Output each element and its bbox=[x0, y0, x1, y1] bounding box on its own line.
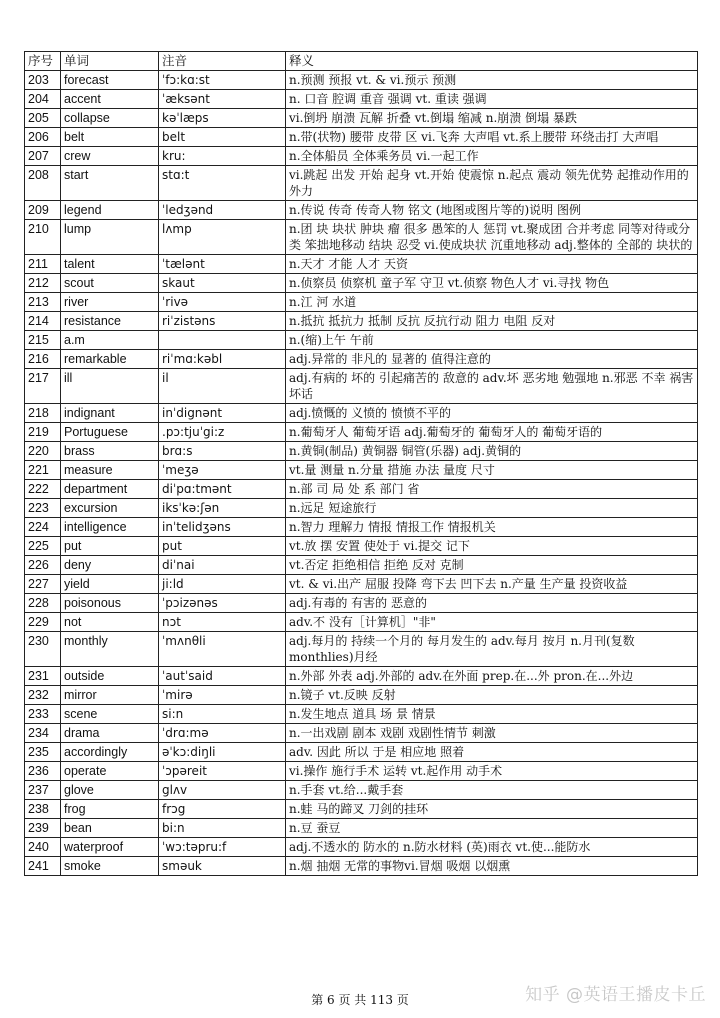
row-phonetic: ˈmeʒə bbox=[159, 461, 286, 480]
table-row bbox=[25, 594, 698, 613]
row-definition: n.烟 抽烟 无常的事物vi.冒烟 吸烟 以烟熏 bbox=[286, 857, 698, 876]
row-definition: n.手套 vt.给...戴手套 bbox=[286, 781, 698, 800]
table-row bbox=[25, 724, 698, 743]
table-row bbox=[25, 461, 698, 480]
row-definition: vt.否定 拒绝相信 拒绝 反对 克制 bbox=[286, 556, 698, 575]
row-number: 230 bbox=[25, 632, 61, 667]
table-body bbox=[25, 71, 698, 876]
row-word: legend bbox=[61, 201, 159, 220]
row-word: waterproof bbox=[61, 838, 159, 857]
row-definition: adv.不 没有［计算机］"非" bbox=[286, 613, 698, 632]
row-word: lump bbox=[61, 220, 159, 255]
row-definition: n.全体船员 全体乘务员 vi.一起工作 bbox=[286, 147, 698, 166]
row-word: scout bbox=[61, 274, 159, 293]
row-number: 232 bbox=[25, 686, 61, 705]
row-number: 229 bbox=[25, 613, 61, 632]
row-word: yield bbox=[61, 575, 159, 594]
table-row bbox=[25, 312, 698, 331]
row-definition: n.发生地点 道具 场 景 情景 bbox=[286, 705, 698, 724]
row-phonetic: iksˈkə:ʃən bbox=[159, 499, 286, 518]
row-phonetic: ˈledʒənd bbox=[159, 201, 286, 220]
row-definition: n.一出戏剧 剧本 戏剧 戏剧性情节 刺激 bbox=[286, 724, 698, 743]
table-row bbox=[25, 293, 698, 312]
row-phonetic: kəˈlæps bbox=[159, 109, 286, 128]
table-row bbox=[25, 686, 698, 705]
table-row bbox=[25, 442, 698, 461]
row-definition: n.抵抗 抵抗力 抵制 反抗 反抗行动 阻力 电阻 反对 bbox=[286, 312, 698, 331]
row-word: department bbox=[61, 480, 159, 499]
row-number: 219 bbox=[25, 423, 61, 442]
row-phonetic: inˈdignənt bbox=[159, 404, 286, 423]
row-word: indignant bbox=[61, 404, 159, 423]
row-phonetic: belt bbox=[159, 128, 286, 147]
row-word: resistance bbox=[61, 312, 159, 331]
table-row bbox=[25, 128, 698, 147]
vocabulary-table bbox=[24, 51, 698, 876]
row-number: 213 bbox=[25, 293, 61, 312]
table-row bbox=[25, 762, 698, 781]
table-row bbox=[25, 255, 698, 274]
row-number: 236 bbox=[25, 762, 61, 781]
row-number: 220 bbox=[25, 442, 61, 461]
row-number: 204 bbox=[25, 90, 61, 109]
row-word: river bbox=[61, 293, 159, 312]
row-definition: vi.跳起 出发 开始 起身 vt.开始 使震惊 n.起点 震动 领先优势 起推动作用的外力 bbox=[286, 166, 698, 201]
header-num: 序号 bbox=[25, 52, 61, 71]
row-word: frog bbox=[61, 800, 159, 819]
row-phonetic: diˈpɑ:tmənt bbox=[159, 480, 286, 499]
row-phonetic: ˈæksənt bbox=[159, 90, 286, 109]
row-number: 227 bbox=[25, 575, 61, 594]
row-number: 231 bbox=[25, 667, 61, 686]
watermark: 知乎 @英语王播皮卡丘 bbox=[525, 985, 706, 1005]
row-word: ill bbox=[61, 369, 159, 404]
table-row bbox=[25, 331, 698, 350]
table-row bbox=[25, 499, 698, 518]
row-phonetic: lʌmp bbox=[159, 220, 286, 255]
header-meaning: 释义 bbox=[286, 52, 698, 71]
row-number: 211 bbox=[25, 255, 61, 274]
row-word: brass bbox=[61, 442, 159, 461]
table-row bbox=[25, 71, 698, 90]
row-phonetic bbox=[159, 331, 286, 350]
row-definition: vi.倒坍 崩溃 瓦解 折叠 vt.倒塌 缩减 n.崩溃 倒塌 暴跌 bbox=[286, 109, 698, 128]
row-definition: n.传说 传奇 传奇人物 铭文 (地图或图片等的)说明 图例 bbox=[286, 201, 698, 220]
row-definition: adv. 因此 所以 于是 相应地 照着 bbox=[286, 743, 698, 762]
row-phonetic: inˈtelidʒəns bbox=[159, 518, 286, 537]
table-row bbox=[25, 632, 698, 667]
row-number: 209 bbox=[25, 201, 61, 220]
row-number: 205 bbox=[25, 109, 61, 128]
row-number: 222 bbox=[25, 480, 61, 499]
table-row bbox=[25, 369, 698, 404]
row-number: 223 bbox=[25, 499, 61, 518]
header-word: 单词 bbox=[61, 52, 159, 71]
row-phonetic: diˈnai bbox=[159, 556, 286, 575]
row-number: 235 bbox=[25, 743, 61, 762]
row-number: 214 bbox=[25, 312, 61, 331]
table-row bbox=[25, 423, 698, 442]
row-word: accordingly bbox=[61, 743, 159, 762]
table-row bbox=[25, 147, 698, 166]
row-definition: n.江 河 水道 bbox=[286, 293, 698, 312]
row-word: not bbox=[61, 613, 159, 632]
row-definition: vt. & vi.出产 屈服 投降 弯下去 凹下去 n.产量 生产量 投资收益 bbox=[286, 575, 698, 594]
table-header-row bbox=[25, 52, 698, 71]
row-definition: n.侦察员 侦察机 童子军 守卫 vt.侦察 物色人才 vi.寻找 物色 bbox=[286, 274, 698, 293]
row-number: 208 bbox=[25, 166, 61, 201]
table-row bbox=[25, 575, 698, 594]
row-word: remarkable bbox=[61, 350, 159, 369]
row-word: crew bbox=[61, 147, 159, 166]
row-definition: n.葡萄牙人 葡萄牙语 adj.葡萄牙的 葡萄牙人的 葡萄牙语的 bbox=[286, 423, 698, 442]
row-definition: adj.有病的 坏的 引起痛苦的 敌意的 adv.坏 恶劣地 勉强地 n.邪恶 不幸 祸害 坏话 bbox=[286, 369, 698, 404]
row-number: 210 bbox=[25, 220, 61, 255]
row-definition: n.镜子 vt.反映 反射 bbox=[286, 686, 698, 705]
table-row bbox=[25, 90, 698, 109]
row-definition: n.智力 理解力 情报 情报工作 情报机关 bbox=[286, 518, 698, 537]
row-number: 239 bbox=[25, 819, 61, 838]
row-number: 206 bbox=[25, 128, 61, 147]
row-word: Portuguese bbox=[61, 423, 159, 442]
table-row bbox=[25, 404, 698, 423]
row-definition: n.(缩)上午 午前 bbox=[286, 331, 698, 350]
row-phonetic: riˈmɑ:kəbl bbox=[159, 350, 286, 369]
row-phonetic: nɔt bbox=[159, 613, 286, 632]
row-word: forecast bbox=[61, 71, 159, 90]
table-row bbox=[25, 857, 698, 876]
row-definition: n.预测 预报 vt. & vi.预示 预测 bbox=[286, 71, 698, 90]
row-phonetic: stɑ:t bbox=[159, 166, 286, 201]
row-phonetic: brɑ:s bbox=[159, 442, 286, 461]
row-phonetic: si:n bbox=[159, 705, 286, 724]
row-number: 234 bbox=[25, 724, 61, 743]
row-number: 207 bbox=[25, 147, 61, 166]
row-phonetic: ˈdrɑ:mə bbox=[159, 724, 286, 743]
row-phonetic: il bbox=[159, 369, 286, 404]
row-word: measure bbox=[61, 461, 159, 480]
row-number: 240 bbox=[25, 838, 61, 857]
row-number: 225 bbox=[25, 537, 61, 556]
row-number: 238 bbox=[25, 800, 61, 819]
row-definition: n.远足 短途旅行 bbox=[286, 499, 698, 518]
row-definition: n. 口音 腔调 重音 强调 vt. 重读 强调 bbox=[286, 90, 698, 109]
row-word: bean bbox=[61, 819, 159, 838]
row-phonetic: ˈmʌnθli bbox=[159, 632, 286, 667]
row-phonetic: ji:ld bbox=[159, 575, 286, 594]
row-phonetic: ˈpɔizənəs bbox=[159, 594, 286, 613]
row-phonetic: kru: bbox=[159, 147, 286, 166]
row-number: 218 bbox=[25, 404, 61, 423]
page-footer: 第 6 页 共 113 页 bbox=[311, 993, 409, 1007]
row-number: 237 bbox=[25, 781, 61, 800]
table-row bbox=[25, 819, 698, 838]
row-phonetic: ˈfɔ:kɑ:st bbox=[159, 71, 286, 90]
row-number: 233 bbox=[25, 705, 61, 724]
table-row bbox=[25, 800, 698, 819]
row-word: glove bbox=[61, 781, 159, 800]
row-phonetic: ˈrivə bbox=[159, 293, 286, 312]
row-word: mirror bbox=[61, 686, 159, 705]
row-number: 228 bbox=[25, 594, 61, 613]
row-number: 216 bbox=[25, 350, 61, 369]
table-row bbox=[25, 705, 698, 724]
row-phonetic: glʌv bbox=[159, 781, 286, 800]
row-phonetic: skaut bbox=[159, 274, 286, 293]
table-row bbox=[25, 838, 698, 857]
row-word: accent bbox=[61, 90, 159, 109]
row-number: 226 bbox=[25, 556, 61, 575]
row-phonetic: sməuk bbox=[159, 857, 286, 876]
row-number: 221 bbox=[25, 461, 61, 480]
table-row bbox=[25, 201, 698, 220]
row-phonetic: ˈɔpəreit bbox=[159, 762, 286, 781]
row-phonetic: .pɔ:tjuˈgi:z bbox=[159, 423, 286, 442]
table-row bbox=[25, 613, 698, 632]
row-definition: vt.量 测量 n.分量 措施 办法 量度 尺寸 bbox=[286, 461, 698, 480]
row-phonetic: ˈtælənt bbox=[159, 255, 286, 274]
row-word: smoke bbox=[61, 857, 159, 876]
table-row bbox=[25, 781, 698, 800]
row-word: put bbox=[61, 537, 159, 556]
row-word: deny bbox=[61, 556, 159, 575]
table-row bbox=[25, 556, 698, 575]
row-number: 241 bbox=[25, 857, 61, 876]
table-row bbox=[25, 743, 698, 762]
row-word: intelligence bbox=[61, 518, 159, 537]
row-definition: adj.异常的 非凡的 显著的 值得注意的 bbox=[286, 350, 698, 369]
row-word: scene bbox=[61, 705, 159, 724]
table-row bbox=[25, 109, 698, 128]
row-word: start bbox=[61, 166, 159, 201]
table-row bbox=[25, 518, 698, 537]
row-definition: vt.放 摆 安置 使处于 vi.提交 记下 bbox=[286, 537, 698, 556]
row-word: a.m bbox=[61, 331, 159, 350]
row-phonetic: əˈkɔ:diŋli bbox=[159, 743, 286, 762]
row-word: collapse bbox=[61, 109, 159, 128]
row-definition: adj.每月的 持续一个月的 每月发生的 adv.每月 按月 n.月刊(复数monthlies)月经 bbox=[286, 632, 698, 667]
row-definition: adj.不透水的 防水的 n.防水材料 (英)雨衣 vt.使...能防水 bbox=[286, 838, 698, 857]
row-word: outside bbox=[61, 667, 159, 686]
row-number: 203 bbox=[25, 71, 61, 90]
row-number: 215 bbox=[25, 331, 61, 350]
row-definition: n.蛙 马的蹄叉 刀剑的挂环 bbox=[286, 800, 698, 819]
row-phonetic: ˈmirə bbox=[159, 686, 286, 705]
row-phonetic: ˈautˈsaid bbox=[159, 667, 286, 686]
row-definition: n.部 司 局 处 系 部门 省 bbox=[286, 480, 698, 499]
row-number: 212 bbox=[25, 274, 61, 293]
row-definition: n.天才 才能 人才 天资 bbox=[286, 255, 698, 274]
row-definition: adj.愤慨的 义愤的 愤愤不平的 bbox=[286, 404, 698, 423]
row-number: 217 bbox=[25, 369, 61, 404]
row-phonetic: bi:n bbox=[159, 819, 286, 838]
row-word: monthly bbox=[61, 632, 159, 667]
row-number: 224 bbox=[25, 518, 61, 537]
table-row bbox=[25, 480, 698, 499]
table-row bbox=[25, 537, 698, 556]
table-row bbox=[25, 274, 698, 293]
row-phonetic: ˈwɔ:təpru:f bbox=[159, 838, 286, 857]
table-row bbox=[25, 166, 698, 201]
row-definition: n.黄铜(制品) 黄铜器 铜管(乐器) adj.黄铜的 bbox=[286, 442, 698, 461]
row-word: operate bbox=[61, 762, 159, 781]
row-definition: vi.操作 施行手术 运转 vt.起作用 动手术 bbox=[286, 762, 698, 781]
row-definition: adj.有毒的 有害的 恶意的 bbox=[286, 594, 698, 613]
row-word: talent bbox=[61, 255, 159, 274]
row-phonetic: riˈzistəns bbox=[159, 312, 286, 331]
row-phonetic: frɔg bbox=[159, 800, 286, 819]
table-row bbox=[25, 667, 698, 686]
row-phonetic: put bbox=[159, 537, 286, 556]
header-phonetic: 注音 bbox=[159, 52, 286, 71]
row-word: belt bbox=[61, 128, 159, 147]
row-definition: n.外部 外表 adj.外部的 adv.在外面 prep.在...外 pron.在...外边 bbox=[286, 667, 698, 686]
row-word: excursion bbox=[61, 499, 159, 518]
table-row bbox=[25, 350, 698, 369]
row-definition: n.豆 蚕豆 bbox=[286, 819, 698, 838]
row-word: drama bbox=[61, 724, 159, 743]
row-definition: n.带(状物) 腰带 皮带 区 vi.飞奔 大声唱 vt.系上腰带 环绕击打 大声唱 bbox=[286, 128, 698, 147]
row-definition: n.团 块 块状 肿块 瘤 很多 愚笨的人 惩罚 vt.聚成团 合并考虑 同等对待或分类 笨拙地移动 结块 忍受 vi.使成块状 沉重地移动 adj.整体的 全部的 块状的 bbox=[286, 220, 698, 255]
table-row bbox=[25, 220, 698, 255]
row-word: poisonous bbox=[61, 594, 159, 613]
